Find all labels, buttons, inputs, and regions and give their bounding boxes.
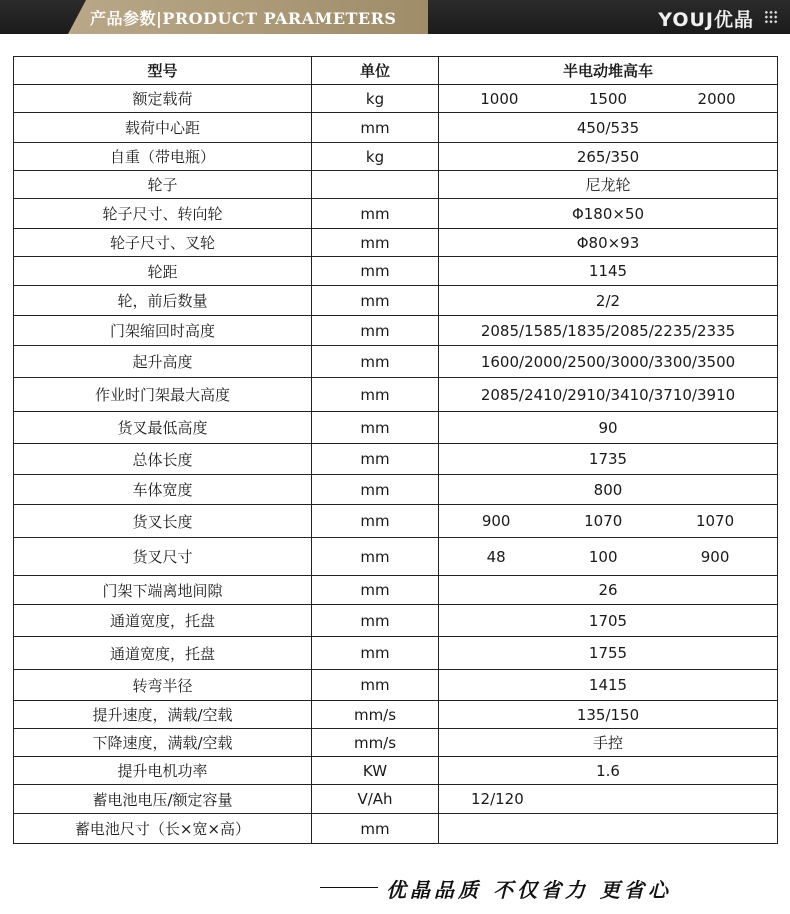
table-row [14, 316, 778, 346]
param-name: 起升高度 [14, 346, 312, 378]
table-row [14, 757, 778, 785]
table-row [14, 814, 778, 844]
param-name: 载荷中心距 [14, 113, 312, 143]
param-value-cell [439, 316, 778, 346]
param-name: 门架缩回时高度 [14, 316, 312, 346]
param-name: 轮子尺寸、转向轮 [14, 199, 312, 229]
param-unit: mm [312, 670, 439, 701]
param-value-cell [439, 346, 778, 378]
param-value: Φ180×50 [571, 204, 645, 223]
param-unit: V/Ah [312, 785, 439, 814]
table-row [14, 257, 778, 286]
param-value: 1.6 [596, 761, 620, 780]
param-unit: mm [312, 286, 439, 316]
table-row [14, 346, 778, 378]
param-value-cell [439, 171, 778, 199]
table-row [14, 286, 778, 316]
param-name: 下降速度，满载/空载 [14, 729, 312, 757]
param-name: 通道宽度，托盘 [14, 605, 312, 637]
param-value: 1500 [588, 89, 628, 108]
param-value-cell [439, 814, 778, 844]
param-name: 轮距 [14, 257, 312, 286]
param-unit: mm [312, 505, 439, 538]
header-product: 半电动堆高车 [439, 57, 778, 85]
param-name: 货叉长度 [14, 505, 312, 538]
param-value: 450/535 [576, 118, 640, 137]
table-row [14, 729, 778, 757]
param-value-cell [439, 729, 778, 757]
param-unit: mm [312, 475, 439, 505]
param-value: 1755 [588, 644, 628, 662]
table-row [14, 143, 778, 171]
param-name: 总体长度 [14, 444, 312, 475]
table-header-row [14, 57, 778, 85]
param-value: 1070 [695, 512, 735, 530]
table-row [14, 637, 778, 670]
param-name: 蓄电池尺寸（长×宽×高） [14, 814, 312, 844]
slogan-dash [320, 887, 378, 888]
param-value: 1735 [588, 450, 628, 468]
param-value-cell [439, 143, 778, 171]
param-name: 自重（带电瓶） [14, 143, 312, 171]
param-unit: mm/s [312, 701, 439, 729]
param-value-cell [439, 538, 778, 576]
param-unit: mm [312, 637, 439, 670]
param-unit: mm/s [312, 729, 439, 757]
param-value-group [439, 512, 777, 530]
param-name: 提升速度，满载/空载 [14, 701, 312, 729]
param-name: 轮子尺寸、叉轮 [14, 229, 312, 257]
table-row [14, 412, 778, 444]
param-value-cell [439, 701, 778, 729]
param-value: 12/120 [471, 790, 524, 808]
param-value: 800 [593, 480, 623, 499]
brand-logo: YOUJ优晶 [658, 9, 754, 31]
header-model: 型号 [14, 57, 312, 85]
param-value: 1705 [588, 611, 628, 630]
param-value: 48 [486, 547, 506, 566]
table-row [14, 785, 778, 814]
param-name: 门架下端离地间隙 [14, 576, 312, 605]
param-unit: mm [312, 229, 439, 257]
param-value: 265/350 [576, 147, 640, 166]
param-value: 1070 [584, 512, 623, 530]
param-value: 2085/1585/1835/2085/2235/2335 [480, 321, 736, 340]
param-unit: mm [312, 199, 439, 229]
param-value: 100 [588, 547, 618, 566]
table-row [14, 199, 778, 229]
param-value: 2085/2410/2910/3410/3710/3910 [480, 385, 736, 404]
param-name: 作业时门架最大高度 [14, 378, 312, 412]
param-value: 1000 [480, 89, 519, 108]
param-value: 2000 [697, 89, 736, 108]
header-unit: 单位 [312, 57, 439, 85]
param-name: 货叉尺寸 [14, 538, 312, 576]
param-name: 蓄电池电压/额定容量 [14, 785, 312, 814]
param-unit: mm [312, 378, 439, 412]
param-value-group [439, 90, 777, 108]
table-row [14, 670, 778, 701]
param-value-cell [439, 286, 778, 316]
param-value: 900 [481, 512, 511, 530]
param-name: 车体宽度 [14, 475, 312, 505]
param-name: 提升电机功率 [14, 757, 312, 785]
table-row [14, 505, 778, 538]
param-unit: mm [312, 113, 439, 143]
parameters-table [13, 56, 778, 844]
table-row [14, 229, 778, 257]
grid-icon [764, 10, 778, 24]
param-unit: mm [312, 605, 439, 637]
slogan [310, 872, 780, 902]
param-value: Φ80×93 [576, 233, 640, 252]
param-value: 2/2 [595, 291, 621, 310]
table-row [14, 113, 778, 143]
param-unit: mm [312, 412, 439, 444]
param-unit: kg [312, 143, 439, 171]
table-row [14, 605, 778, 637]
param-value: 900 [700, 547, 730, 566]
param-value-cell [439, 576, 778, 605]
param-value: 1415 [588, 676, 628, 694]
table-row [14, 475, 778, 505]
header-bar [0, 0, 790, 34]
table-row [14, 538, 778, 576]
param-value: 手控 [592, 734, 623, 752]
param-name: 轮子 [14, 171, 312, 199]
param-value-cell [439, 670, 778, 701]
param-value-group [439, 548, 777, 566]
param-unit: kg [312, 85, 439, 113]
param-value-cell [439, 785, 778, 814]
param-unit: mm [312, 346, 439, 378]
table-row [14, 85, 778, 113]
param-value-cell [439, 475, 778, 505]
table-row [14, 378, 778, 412]
param-value-cell [439, 199, 778, 229]
param-value: 135/150 [576, 705, 640, 724]
param-value-cell [439, 85, 778, 113]
param-value-cell [439, 605, 778, 637]
param-name: 通道宽度，托盘 [14, 637, 312, 670]
table-row [14, 171, 778, 199]
param-name: 轮，前后数量 [14, 286, 312, 316]
param-value-cell [439, 444, 778, 475]
param-unit: mm [312, 444, 439, 475]
param-value: 尼龙轮 [585, 176, 631, 194]
param-name: 转弯半径 [14, 670, 312, 701]
param-unit: mm [312, 814, 439, 844]
param-unit [312, 171, 439, 199]
param-unit: mm [312, 538, 439, 576]
param-value-cell [439, 637, 778, 670]
param-value: 26 [598, 581, 618, 599]
table-row [14, 701, 778, 729]
param-value-cell [439, 757, 778, 785]
param-unit: mm [312, 316, 439, 346]
param-value: 1600/2000/2500/3000/3300/3500 [480, 352, 736, 371]
param-name: 额定载荷 [14, 85, 312, 113]
param-unit: mm [312, 576, 439, 605]
table-row [14, 576, 778, 605]
param-value-cell [439, 257, 778, 286]
slogan-text: 优晶品质 不仅省力 更省心 [386, 878, 672, 902]
param-unit: KW [312, 757, 439, 785]
param-value-cell [439, 113, 778, 143]
param-value: 90 [598, 418, 618, 437]
table-row [14, 444, 778, 475]
param-name: 货叉最低高度 [14, 412, 312, 444]
page-title: 产品参数|PRODUCT PARAMETERS [90, 9, 397, 28]
param-value-cell [439, 378, 778, 412]
param-value-cell [439, 412, 778, 444]
param-value-cell [439, 229, 778, 257]
param-value-cell [439, 505, 778, 538]
param-unit: mm [312, 257, 439, 286]
param-value: 1145 [588, 262, 628, 280]
